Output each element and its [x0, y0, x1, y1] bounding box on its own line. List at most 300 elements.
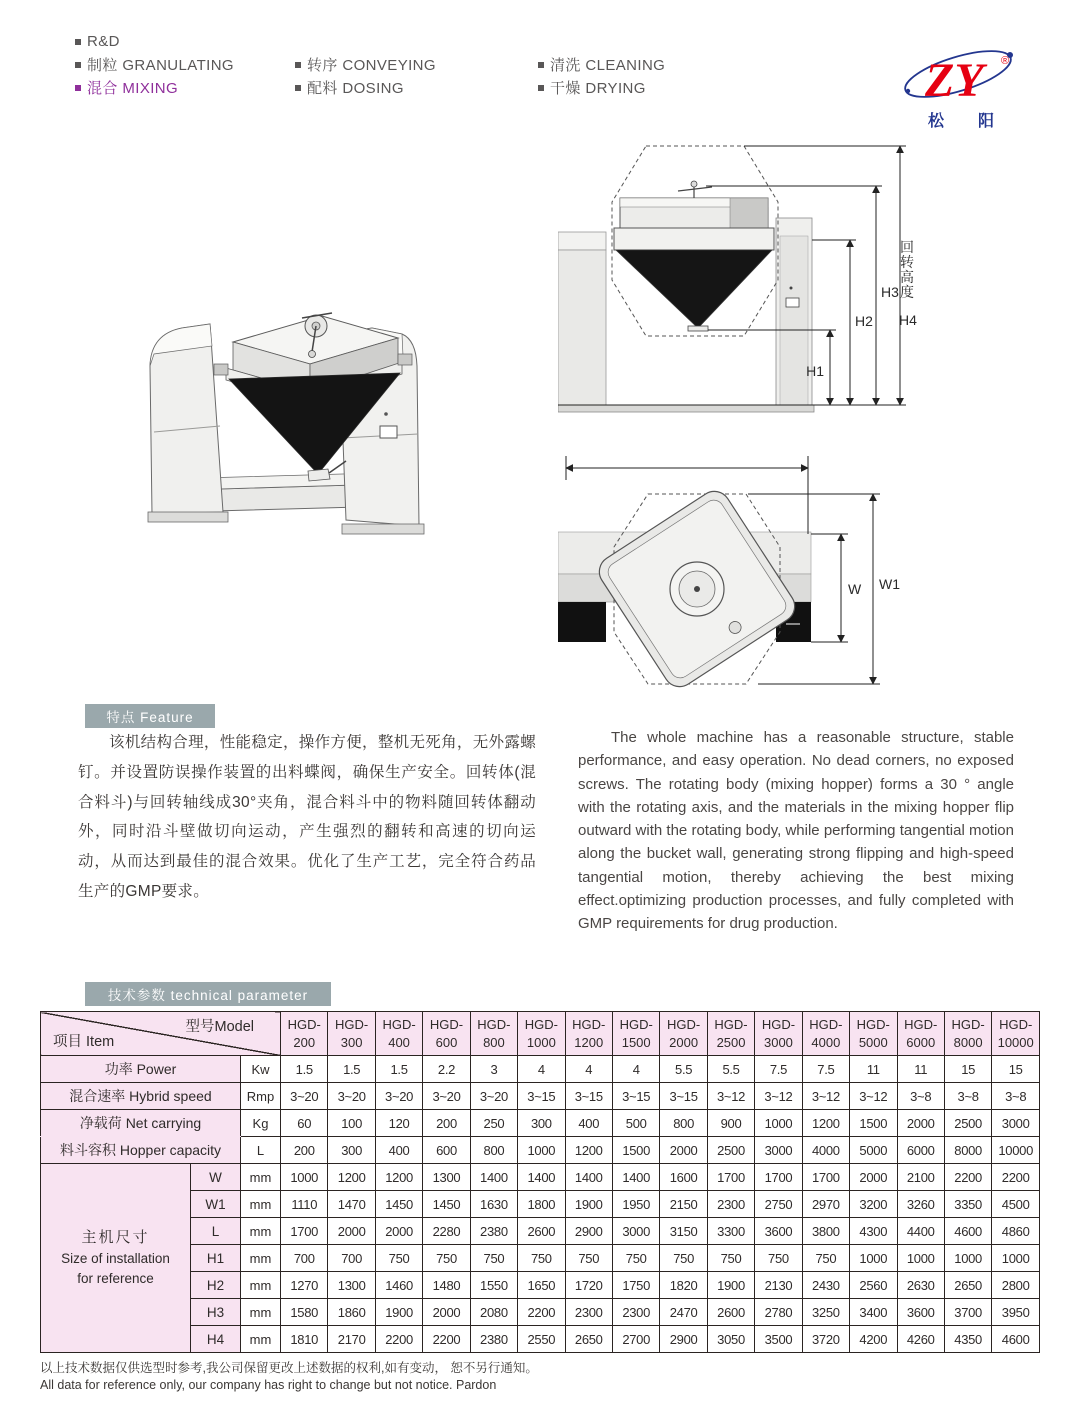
- value-cell: 800: [470, 1137, 517, 1164]
- value-cell: 4400: [897, 1218, 944, 1245]
- unit-label: mm: [241, 1272, 281, 1299]
- value-cell: 1460: [375, 1272, 422, 1299]
- model-prefix: HGD-: [714, 1016, 748, 1032]
- spec-table: [40, 1011, 1040, 1353]
- value-cell: 3600: [897, 1299, 944, 1326]
- value-cell: 750: [423, 1245, 470, 1272]
- value-cell: 1650: [518, 1272, 565, 1299]
- value-cell: 3~12: [707, 1083, 754, 1110]
- value-cell: 11: [850, 1056, 897, 1083]
- value-cell: 2470: [660, 1299, 707, 1326]
- value-cell: 3~12: [850, 1083, 897, 1110]
- dim-label-w1: W1: [879, 576, 900, 592]
- model-number: 1200: [574, 1034, 604, 1050]
- unit-label: mm: [241, 1191, 281, 1218]
- value-cell: 2280: [423, 1218, 470, 1245]
- model-number: 2000: [669, 1034, 699, 1050]
- value-cell: 2550: [518, 1326, 565, 1353]
- menu-column-1: [75, 30, 234, 99]
- value-cell: 4: [565, 1056, 612, 1083]
- value-cell: 2200: [518, 1299, 565, 1326]
- value-cell: 3~20: [281, 1083, 328, 1110]
- value-cell: 2.2: [423, 1056, 470, 1083]
- model-header: [992, 1012, 1040, 1056]
- model-number: 800: [483, 1034, 505, 1050]
- model-prefix: HGD-: [761, 1016, 796, 1032]
- value-cell: 750: [755, 1245, 802, 1272]
- value-cell: 1950: [612, 1191, 659, 1218]
- unit-label: Kg: [241, 1110, 281, 1137]
- bullet-square-icon: [538, 62, 544, 68]
- value-cell: 3: [470, 1056, 517, 1083]
- model-header: [518, 1012, 565, 1056]
- value-cell: 1.5: [375, 1056, 422, 1083]
- value-cell: 1900: [565, 1191, 612, 1218]
- value-cell: 4860: [992, 1218, 1040, 1245]
- dimension-label: H3: [191, 1299, 241, 1326]
- model-prefix: HGD-: [951, 1016, 985, 1032]
- value-cell: 2300: [565, 1299, 612, 1326]
- value-cell: 3000: [612, 1218, 659, 1245]
- table-corner-cell: [41, 1012, 281, 1056]
- bullet-square-icon: [295, 85, 301, 91]
- model-number: 2500: [716, 1034, 746, 1050]
- value-cell: 2000: [423, 1299, 470, 1326]
- value-cell: 3300: [707, 1218, 754, 1245]
- value-cell: 2000: [375, 1218, 422, 1245]
- value-cell: 250: [470, 1110, 517, 1137]
- value-cell: 3~20: [375, 1083, 422, 1110]
- feature-text-english: The whole machine has a reasonable structure, stable performance, and easy operation. No dead corners, no exposed screws. The rotating body (mixing hopper) forms a 30 ° angle with the rotating axis, and the materials in the mixing hopper flip outward with the rotating body, while performing tangential motion along the bucket wall, generating strong flipping and high-speed tangential motion, thereby achieving the best mixing effect.optimizing production processes, and fully completed with GMP requirements for drug production.: [578, 729, 1014, 932]
- model-number: 400: [388, 1034, 410, 1050]
- value-cell: 2650: [565, 1326, 612, 1353]
- value-cell: 15: [992, 1056, 1040, 1083]
- value-cell: 700: [328, 1245, 375, 1272]
- unit-label: mm: [241, 1218, 281, 1245]
- value-cell: 400: [565, 1110, 612, 1137]
- value-cell: 1600: [660, 1164, 707, 1191]
- value-cell: 750: [375, 1245, 422, 1272]
- value-cell: 1400: [470, 1164, 517, 1191]
- dimension-group-label: [41, 1164, 191, 1353]
- value-cell: 3~8: [897, 1083, 944, 1110]
- value-cell: 2100: [897, 1164, 944, 1191]
- value-cell: 1800: [518, 1191, 565, 1218]
- value-cell: 1400: [518, 1164, 565, 1191]
- model-prefix: HGD-: [382, 1016, 416, 1032]
- value-cell: 2150: [660, 1191, 707, 1218]
- value-cell: 2130: [755, 1272, 802, 1299]
- logo-subtext-left: 松: [928, 113, 945, 130]
- value-cell: 750: [518, 1245, 565, 1272]
- menu-item-label: 混合 MIXING: [87, 80, 179, 97]
- value-cell: 2750: [755, 1191, 802, 1218]
- value-cell: 2300: [707, 1191, 754, 1218]
- value-cell: 3800: [802, 1218, 849, 1245]
- rotation-height-label: 回转高度: [900, 239, 914, 300]
- value-cell: 2300: [612, 1299, 659, 1326]
- value-cell: 200: [423, 1110, 470, 1137]
- value-cell: 2200: [992, 1164, 1040, 1191]
- value-cell: 2200: [944, 1164, 991, 1191]
- model-header: [281, 1012, 328, 1056]
- logo-subtext-right: 阳: [978, 113, 995, 130]
- value-cell: 1000: [850, 1245, 897, 1272]
- value-cell: 7.5: [755, 1056, 802, 1083]
- technical-parameter-heading: 技术参数 technical parameter: [85, 982, 331, 1006]
- value-cell: 1400: [565, 1164, 612, 1191]
- value-cell: 3~8: [992, 1083, 1040, 1110]
- model-number: 6000: [906, 1034, 936, 1050]
- value-cell: 700: [281, 1245, 328, 1272]
- value-cell: 120: [375, 1110, 422, 1137]
- value-cell: 2600: [707, 1299, 754, 1326]
- dim-label-h3: H3: [881, 284, 899, 300]
- value-cell: 3150: [660, 1218, 707, 1245]
- value-cell: 3~8: [944, 1083, 991, 1110]
- value-cell: 1630: [470, 1191, 517, 1218]
- value-cell: 1700: [802, 1164, 849, 1191]
- model-header: [565, 1012, 612, 1056]
- value-cell: 3050: [707, 1326, 754, 1353]
- value-cell: 1400: [612, 1164, 659, 1191]
- value-cell: 1900: [707, 1272, 754, 1299]
- dim-label-h4: H4: [899, 312, 917, 328]
- value-cell: 1200: [328, 1164, 375, 1191]
- value-cell: 3200: [850, 1191, 897, 1218]
- model-header: [470, 1012, 517, 1056]
- dim-label-h1: H1: [806, 363, 824, 379]
- menu-item-label: 配料 DOSING: [307, 80, 404, 97]
- value-cell: 3250: [802, 1299, 849, 1326]
- model-header: [802, 1012, 849, 1056]
- value-cell: 1270: [281, 1272, 328, 1299]
- model-prefix: HGD-: [809, 1016, 843, 1032]
- top-view-diagram: [558, 442, 1030, 698]
- model-header: [755, 1012, 802, 1056]
- menu-item-label: 清洗 CLEANING: [550, 57, 666, 74]
- value-cell: 1450: [375, 1191, 422, 1218]
- model-prefix: HGD-: [999, 1016, 1033, 1032]
- dimension-group-line: for reference: [77, 1271, 154, 1287]
- menu-item-label: R&D: [87, 33, 120, 50]
- corner-model-label: 型号Model: [185, 1019, 255, 1035]
- value-cell: 3~15: [565, 1083, 612, 1110]
- bullet-square-icon: [538, 85, 544, 91]
- value-cell: 3~15: [612, 1083, 659, 1110]
- value-cell: 7.5: [802, 1056, 849, 1083]
- value-cell: 2630: [897, 1272, 944, 1299]
- control-panel: [380, 426, 397, 438]
- model-prefix: HGD-: [856, 1016, 890, 1032]
- value-cell: 2200: [423, 1326, 470, 1353]
- value-cell: 1.5: [328, 1056, 375, 1083]
- feature-section-heading: 特点 Feature: [85, 704, 215, 728]
- value-cell: 2000: [328, 1218, 375, 1245]
- menu-item-rd: [75, 30, 234, 53]
- value-cell: 4000: [802, 1137, 849, 1164]
- value-cell: 750: [565, 1245, 612, 1272]
- value-cell: 1720: [565, 1272, 612, 1299]
- value-cell: 1000: [518, 1137, 565, 1164]
- value-cell: 1750: [612, 1272, 659, 1299]
- value-cell: 750: [802, 1245, 849, 1272]
- value-cell: 1000: [897, 1245, 944, 1272]
- value-cell: 1550: [470, 1272, 517, 1299]
- unit-label: mm: [241, 1326, 281, 1353]
- spec-table-wrap: [40, 1011, 1040, 1353]
- value-cell: 1000: [944, 1245, 991, 1272]
- dimension-label: W: [191, 1164, 241, 1191]
- menu-item-label: 干燥 DRYING: [550, 80, 646, 97]
- value-cell: 4600: [944, 1218, 991, 1245]
- model-header: [944, 1012, 991, 1056]
- bullet-square-icon: [75, 62, 81, 68]
- value-cell: 2700: [612, 1326, 659, 1353]
- unit-label: mm: [241, 1245, 281, 1272]
- value-cell: 1700: [707, 1164, 754, 1191]
- row-label: 料斗容积 Hopper capacity: [41, 1137, 241, 1164]
- model-header: [850, 1012, 897, 1056]
- value-cell: 1300: [328, 1272, 375, 1299]
- menu-item-label: 制粒 GRANULATING: [87, 57, 235, 74]
- value-cell: 2170: [328, 1326, 375, 1353]
- value-cell: 3500: [755, 1326, 802, 1353]
- value-cell: 3400: [850, 1299, 897, 1326]
- row-label: 净载荷 Net carrying: [41, 1110, 241, 1137]
- front-view-diagram: [558, 140, 1030, 442]
- value-cell: 5.5: [660, 1056, 707, 1083]
- value-cell: 1200: [375, 1164, 422, 1191]
- menu-item-granulating: [75, 53, 234, 76]
- bullet-square-icon: [75, 85, 81, 91]
- value-cell: 1110: [281, 1191, 328, 1218]
- value-cell: 3350: [944, 1191, 991, 1218]
- model-header: [707, 1012, 754, 1056]
- value-cell: 900: [707, 1110, 754, 1137]
- value-cell: 2560: [850, 1272, 897, 1299]
- dimension-label: L: [191, 1218, 241, 1245]
- value-cell: 1820: [660, 1272, 707, 1299]
- value-cell: 1470: [328, 1191, 375, 1218]
- model-header: [423, 1012, 470, 1056]
- menu-item-dosing: [295, 76, 436, 99]
- menu-item-cleaning: [538, 53, 665, 76]
- value-cell: 750: [612, 1245, 659, 1272]
- dimension-label: H2: [191, 1272, 241, 1299]
- value-cell: 2500: [944, 1110, 991, 1137]
- value-cell: 3~15: [660, 1083, 707, 1110]
- menu-column-2: [295, 30, 436, 99]
- model-prefix: HGD-: [524, 1016, 558, 1032]
- model-prefix: HGD-: [572, 1016, 606, 1032]
- value-cell: 3600: [755, 1218, 802, 1245]
- value-cell: 2080: [470, 1299, 517, 1326]
- model-header: [612, 1012, 659, 1056]
- value-cell: 1000: [281, 1164, 328, 1191]
- value-cell: 1580: [281, 1299, 328, 1326]
- value-cell: 1860: [328, 1299, 375, 1326]
- unit-label: mm: [241, 1299, 281, 1326]
- value-cell: 750: [470, 1245, 517, 1272]
- menu-item-mixing: [75, 76, 234, 99]
- dim-label-w: W: [848, 581, 862, 597]
- value-cell: 1900: [375, 1299, 422, 1326]
- value-cell: 1500: [612, 1137, 659, 1164]
- value-cell: 100: [328, 1110, 375, 1137]
- value-cell: 600: [423, 1137, 470, 1164]
- value-cell: 4350: [944, 1326, 991, 1353]
- model-prefix: HGD-: [477, 1016, 511, 1032]
- value-cell: 400: [375, 1137, 422, 1164]
- footer-disclaimer: [40, 1360, 538, 1394]
- value-cell: 4: [518, 1056, 565, 1083]
- menu-column-3: [538, 30, 665, 99]
- feature-text-chinese: 该机结构合理，性能稳定，操作方便，整机无死角，无外露螺钉。并设置防误操作装置的出料蝶阀，确保生产安全。回转体(混合料斗)与回转轴线成30°夹角，混合料斗中的物料随回转体翻动外，同时沿斗壁做切向运动，产生强烈的翻转和高速的切向运动，从而达到最佳的混合效果。优化了生产工艺，完全符合药品生产的GMP要求。: [78, 734, 536, 900]
- value-cell: 3000: [992, 1110, 1040, 1137]
- model-prefix: HGD-: [904, 1016, 938, 1032]
- value-cell: 60: [281, 1110, 328, 1137]
- model-number: 5000: [858, 1034, 888, 1050]
- value-cell: 1.5: [281, 1056, 328, 1083]
- dimension-label: H4: [191, 1326, 241, 1353]
- value-cell: 3700: [944, 1299, 991, 1326]
- model-prefix: HGD-: [335, 1016, 369, 1032]
- model-number: 300: [340, 1034, 363, 1050]
- value-cell: 200: [281, 1137, 328, 1164]
- value-cell: 5000: [850, 1137, 897, 1164]
- value-cell: 2900: [660, 1326, 707, 1353]
- value-cell: 3~20: [470, 1083, 517, 1110]
- value-cell: 4: [612, 1056, 659, 1083]
- value-cell: 1300: [423, 1164, 470, 1191]
- dimension-group-line: Size of installation: [61, 1251, 170, 1266]
- value-cell: 2600: [518, 1218, 565, 1245]
- value-cell: 2500: [707, 1137, 754, 1164]
- value-cell: 2200: [375, 1326, 422, 1353]
- dimension-group-line: 主机尺寸: [81, 1228, 150, 1246]
- model-prefix: HGD-: [287, 1016, 321, 1032]
- value-cell: 3260: [897, 1191, 944, 1218]
- model-number: 1000: [526, 1034, 556, 1050]
- value-cell: 4300: [850, 1218, 897, 1245]
- value-cell: 2800: [992, 1272, 1040, 1299]
- value-cell: 2380: [470, 1218, 517, 1245]
- model-number: 3000: [763, 1034, 793, 1050]
- machine-illustration: [130, 262, 450, 547]
- value-cell: 2780: [755, 1299, 802, 1326]
- unit-label: Rmp: [241, 1083, 281, 1110]
- value-cell: 3950: [992, 1299, 1040, 1326]
- value-cell: 11: [897, 1056, 944, 1083]
- value-cell: 3~15: [518, 1083, 565, 1110]
- model-header: [660, 1012, 707, 1056]
- value-cell: 4260: [897, 1326, 944, 1353]
- logo-text: ZY: [925, 54, 984, 107]
- value-cell: 1000: [992, 1245, 1040, 1272]
- footer-disclaimer-en: All data for reference only, our company has right to change but not notice. Pardon: [40, 1377, 497, 1392]
- logo-dot: [906, 89, 910, 93]
- value-cell: 2000: [897, 1110, 944, 1137]
- model-header: [897, 1012, 944, 1056]
- value-cell: 4500: [992, 1191, 1040, 1218]
- value-cell: 2900: [565, 1218, 612, 1245]
- unit-label: Kw: [241, 1056, 281, 1083]
- value-cell: 1700: [281, 1218, 328, 1245]
- value-cell: 4200: [850, 1326, 897, 1353]
- value-cell: 3~12: [802, 1083, 849, 1110]
- value-cell: 2000: [850, 1164, 897, 1191]
- value-cell: 2000: [660, 1137, 707, 1164]
- value-cell: 3~20: [423, 1083, 470, 1110]
- value-cell: 800: [660, 1110, 707, 1137]
- model-number: 8000: [953, 1034, 983, 1050]
- value-cell: 3~12: [755, 1083, 802, 1110]
- value-cell: 6000: [897, 1137, 944, 1164]
- value-cell: 1700: [755, 1164, 802, 1191]
- model-header: [328, 1012, 375, 1056]
- model-number: 1500: [621, 1034, 651, 1050]
- value-cell: 1810: [281, 1326, 328, 1353]
- model-prefix: HGD-: [619, 1016, 653, 1032]
- value-cell: 5.5: [707, 1056, 754, 1083]
- value-cell: 300: [328, 1137, 375, 1164]
- logo-registered-mark: ®: [1001, 55, 1010, 67]
- value-cell: 4600: [992, 1326, 1040, 1353]
- bullet-square-icon: [75, 39, 81, 45]
- value-cell: 3~20: [328, 1083, 375, 1110]
- model-prefix: HGD-: [666, 1016, 701, 1032]
- model-header: [375, 1012, 422, 1056]
- value-cell: 3000: [755, 1137, 802, 1164]
- value-cell: 2380: [470, 1326, 517, 1353]
- value-cell: 1200: [802, 1110, 849, 1137]
- menu-item-label: 转序 CONVEYING: [307, 57, 436, 74]
- row-label: 功率 Power: [41, 1056, 241, 1083]
- value-cell: 2430: [802, 1272, 849, 1299]
- value-cell: 2970: [802, 1191, 849, 1218]
- value-cell: 1480: [423, 1272, 470, 1299]
- row-label: 混合速率 Hybrid speed: [41, 1083, 241, 1110]
- footer-disclaimer-zh: 以上技术数据仅供选型时参考,我公司保留更改上述数据的权利,如有变动， 恕不另行通知。: [40, 1361, 538, 1375]
- dimension-label: H1: [191, 1245, 241, 1272]
- company-logo: [898, 38, 1023, 134]
- value-cell: 15: [944, 1056, 991, 1083]
- model-number: 10000: [997, 1034, 1034, 1050]
- value-cell: 500: [612, 1110, 659, 1137]
- corner-item-label: 项目 Item: [53, 1034, 115, 1050]
- value-cell: 1500: [850, 1110, 897, 1137]
- value-cell: 10000: [992, 1137, 1040, 1164]
- model-number: 4000: [811, 1034, 841, 1050]
- value-cell: 1000: [755, 1110, 802, 1137]
- unit-label: mm: [241, 1164, 281, 1191]
- bullet-square-icon: [295, 62, 301, 68]
- model-number: 200: [293, 1034, 316, 1050]
- value-cell: 750: [660, 1245, 707, 1272]
- dimension-label: W1: [191, 1191, 241, 1218]
- dim-label-h2: H2: [855, 313, 873, 329]
- value-cell: 300: [518, 1110, 565, 1137]
- value-cell: 2650: [944, 1272, 991, 1299]
- model-prefix: HGD-: [429, 1016, 464, 1032]
- value-cell: 3720: [802, 1326, 849, 1353]
- model-number: 600: [435, 1034, 458, 1050]
- unit-label: L: [241, 1137, 281, 1164]
- value-cell: 750: [707, 1245, 754, 1272]
- value-cell: 1200: [565, 1137, 612, 1164]
- value-cell: 8000: [944, 1137, 991, 1164]
